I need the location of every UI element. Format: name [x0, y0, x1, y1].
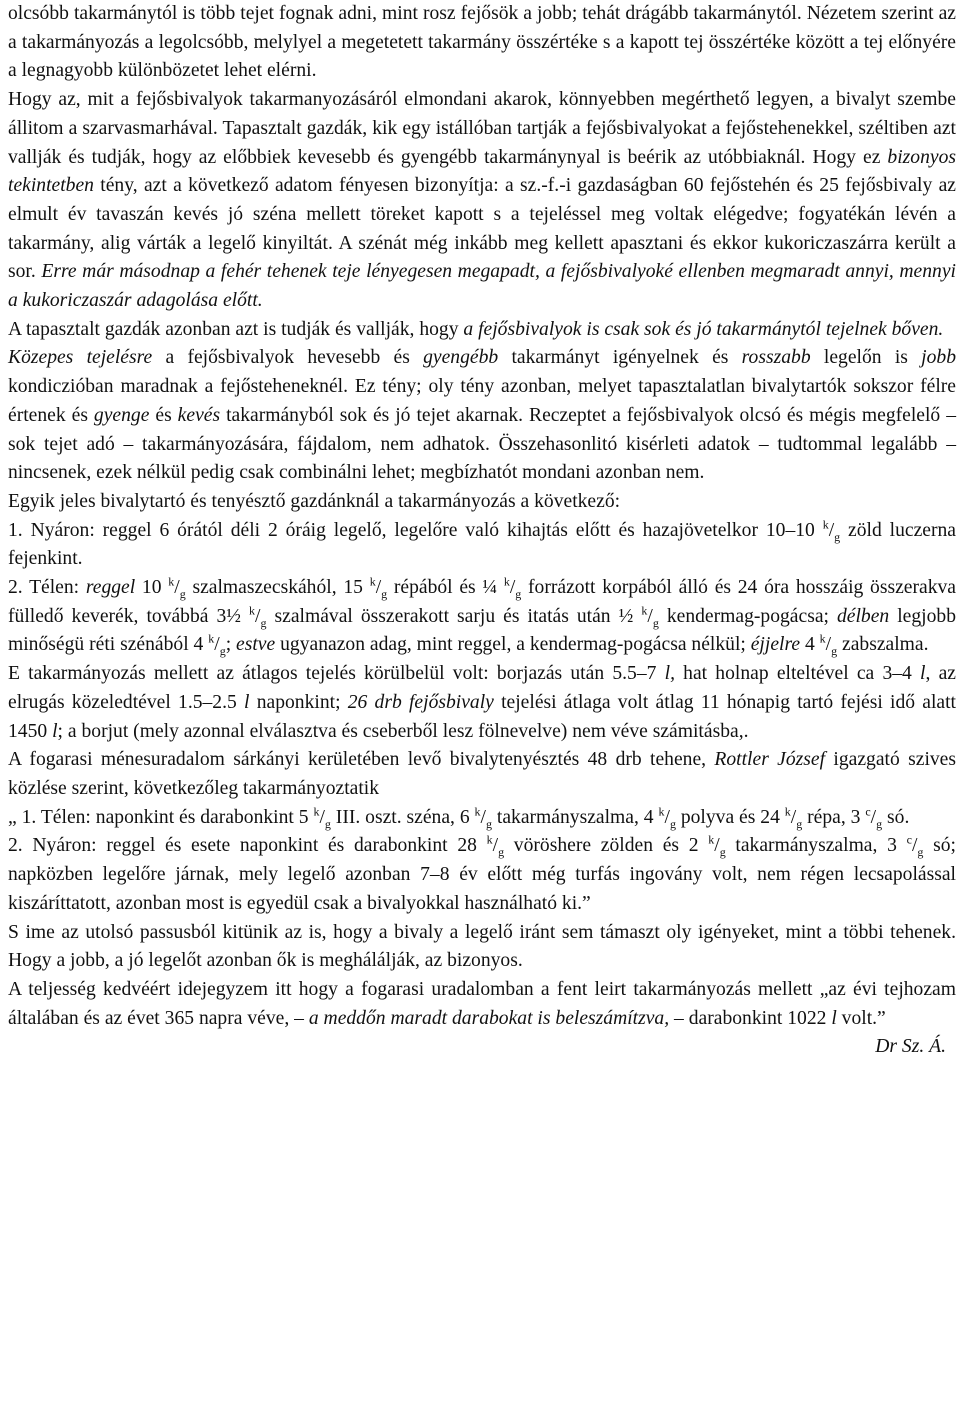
- text-run: 2. Nyáron: reggel és esete naponkint és darabonkint 28: [8, 835, 487, 857]
- unit-mark: g: [219, 644, 226, 659]
- italic-text: Közepes tejelésre: [8, 347, 153, 369]
- italic-text: rosszabb: [741, 347, 811, 369]
- text-run: kendermag-pogácsa;: [658, 605, 837, 627]
- text-run: forrázott korpából álló és 24 óra hosszáig összerakva fülledő keverék, továbbá 3½: [8, 577, 956, 627]
- text-run: polyva és 24: [675, 806, 785, 828]
- unit-mark: g: [652, 615, 659, 630]
- paragraph: [8, 517, 956, 574]
- italic-text: éjjelre: [750, 634, 801, 656]
- italic-text: kevés: [177, 404, 221, 426]
- unit-mark: g: [719, 845, 726, 860]
- text-run: ;: [225, 634, 237, 656]
- unit-mark: k: [249, 603, 256, 618]
- text-run: tejelési átlaga volt átlag 11 hónapig tartó fejési idő alatt 1450: [8, 691, 956, 742]
- text-run: volt.”: [836, 1007, 886, 1029]
- text-run: takarmányt igényelnek és: [498, 347, 742, 369]
- italic-text: gyengébb: [423, 347, 499, 369]
- text-run: A fogarasi ménesuradalom sárkányi kerületében levő bivalytenyésztés 48 drb tehene,: [8, 749, 715, 771]
- text-run: zöld luczerna fejenkint.: [8, 519, 956, 570]
- text-run: /: [492, 835, 499, 857]
- italic-text: a fejősbivalyok is csak sok és jó takarmánytól tejelnek bőven.: [463, 318, 944, 340]
- text-run: répa, 3: [802, 806, 866, 828]
- text-run: /: [664, 806, 670, 828]
- text-run: só; napközben legelőre járnak, mely legelő azonban 7–8 év előtt még turfás ingovány volt, nem régen lecsapolással kiszáríttatott, azonban most is egyedül csak a bivalyokkal használható ki.”: [8, 835, 957, 914]
- text-run: tény, azt a következő adatom fényesen bizonyítja: a sz.-f.-i gazdaságban 60 fejőstehén és 25 fejősbivaly az elmult év tavaszán kevés jó széna mellett töreket kapott s a tejeléssel meg voltak elégedve; fogyatékán lévén a takarmány, alig várták a legelő kinyiltát. A szénát még inkább meg kellett apasztani és ekkor kukoriczaszárra került a sor.: [8, 175, 956, 283]
- text-run: a fejősbivalyok hevesebb és: [152, 347, 424, 369]
- unit-mark: k: [822, 517, 829, 532]
- italic-text: 26 drb fejősbivaly: [347, 691, 494, 713]
- unit-mark: k: [168, 574, 175, 589]
- unit-mark: k: [474, 804, 481, 819]
- text-run: S ime az utolsó passusból kitünik az is, hogy a bivaly a legelő iránt sem támaszt oly igényeket, mint a többi tehenek. Hogy a jobb, a jó legelőt azonban ők is meghálálják, az bizonyos.: [8, 921, 956, 972]
- text-run: Hogy az, mit a fejősbivalyok takarmanyozásáról elmondani akarok, könnyebben megérthető legyen, a bivalyt szembe állitom a szarvasmarhával. Tapasztalt gazdák, kik egy istállóban tartják a fejősbivalyokat a fejőstehenekkel, széltiben azt vallják és tudják, hogy az előbbiek kevesebb és gyengébb takarmánynyal is beérik az utóbbiaknál. Hogy ez: [8, 89, 956, 168]
- text-run: /: [870, 806, 877, 828]
- text-run: zabszalma.: [837, 634, 929, 656]
- text-run: E takarmányozás mellett az átlagos tejelés körülbelül volt: borjazás után 5.5–7: [8, 663, 665, 685]
- text-run: kondiczióban maradnak a fejősteheneknél. Ez tény; oly tény azonban, melyet tapasztalatlan bivalytartók sokszor félre értenek és: [8, 376, 956, 426]
- unit-mark: g: [917, 845, 924, 860]
- italic-text: a meddőn maradt darabokat is beleszámítzva,: [308, 1007, 670, 1029]
- italic-text: l: [831, 1007, 837, 1029]
- text-run: 4: [800, 634, 820, 656]
- unit-mark: g: [179, 586, 186, 601]
- text-run: /: [174, 577, 180, 599]
- document-body: [8, 0, 956, 1033]
- unit-mark: k: [486, 832, 493, 847]
- text-run: A teljesség kedvéért idejegyzem itt hogy a fogarasi uradalomban a fent leirt takarmányozás mellett „az évi tejhozam általában és az évet 365 napra véve, –: [8, 978, 956, 1029]
- text-run: /: [255, 605, 261, 627]
- text-run: /: [480, 806, 486, 828]
- text-run: legelőn is: [810, 347, 922, 369]
- italic-text: gyenge: [93, 404, 150, 426]
- unit-mark: k: [208, 631, 215, 646]
- unit-mark: k: [819, 631, 826, 646]
- italic-text: Rottler József: [714, 749, 826, 771]
- text-run: szalmával összerakott sarju és itatás után ½: [266, 605, 642, 627]
- italic-text: bizonyos tekintetben: [8, 146, 956, 197]
- text-run: vöröshere zölden és 2: [504, 835, 709, 857]
- text-run: /: [509, 577, 516, 599]
- text-run: ugyanazon adag, mint reggel, a kendermag-pogácsa nélkül;: [275, 634, 751, 656]
- paragraph: [8, 919, 956, 976]
- unit-mark: k: [708, 832, 715, 847]
- text-run: hat holnap elteltével ca 3–4: [674, 663, 921, 685]
- unit-mark: g: [515, 586, 522, 601]
- paragraph: [8, 488, 956, 517]
- text-run: /: [647, 605, 653, 627]
- italic-text: reggel: [85, 577, 136, 599]
- unit-mark: c: [865, 804, 871, 819]
- text-run: A tapasztalt gazdák azonban azt is tudják és vallják, hogy: [8, 318, 464, 340]
- italic-text: Erre már másodnap a fehér tehenek teje lényegesen megapadt, a fejősbivalyoké ellenben megmaradt annyi, mennyi a kukoriczaszár adagolása előtt.: [8, 261, 956, 312]
- unit-mark: g: [834, 529, 841, 544]
- paragraph: [8, 660, 956, 746]
- italic-text: délben: [836, 605, 890, 627]
- text-run: igazgató szives közlése szerint, következőleg takarmányoztatik: [8, 749, 957, 799]
- unit-mark: g: [831, 644, 838, 659]
- text-run: /: [214, 634, 220, 656]
- text-run: és: [149, 404, 178, 426]
- text-run: legjobb minőségü réti szénából 4: [8, 605, 957, 656]
- unit-mark: g: [486, 816, 492, 831]
- text-run: 1. Nyáron: reggel 6 órától déli 2 óráig legelő, legelőre való kihajtás előtt és hazajövetelkor 10–10: [8, 519, 823, 541]
- text-run: takarmányszalma, 3: [725, 835, 907, 857]
- text-run: 10: [135, 577, 169, 599]
- unit-mark: g: [324, 816, 331, 831]
- text-run: ; a borjut (mely azonnal elválasztva és cseberből lesz fölnevelve) nem véve számitásba,.: [57, 720, 749, 742]
- text-run: 2. Télen:: [8, 577, 86, 599]
- unit-mark: g: [796, 816, 803, 831]
- italic-text: l,: [664, 663, 675, 685]
- text-run: /: [828, 519, 835, 541]
- text-run: só.: [882, 806, 910, 828]
- unit-mark: g: [260, 615, 267, 630]
- paragraph: [8, 804, 956, 833]
- italic-text: estve: [236, 634, 276, 656]
- unit-mark: k: [641, 603, 648, 618]
- italic-text: l: [52, 720, 58, 742]
- italic-text: jobb: [921, 347, 956, 369]
- text-run: „ 1. Télen: naponkint és darabonkint 5: [8, 806, 314, 828]
- unit-mark: c: [906, 832, 912, 847]
- text-run: /: [911, 835, 918, 857]
- unit-mark: g: [498, 845, 505, 860]
- paragraph: [8, 976, 956, 1033]
- paragraph: [8, 832, 956, 918]
- text-run: Egyik jeles bivalytartó és tenyésztő gazdánknál a takarmányozás a következő:: [8, 490, 621, 512]
- text-run: /: [714, 835, 720, 857]
- paragraph: [8, 0, 956, 86]
- text-run: , az elrugás közeledtével 1.5–2.5: [8, 663, 956, 713]
- author-signature: Dr Sz. Á.: [875, 1036, 946, 1058]
- document-page: [8, 0, 956, 1062]
- paragraph: [8, 86, 956, 316]
- text-run: /: [319, 806, 325, 828]
- unit-mark: g: [876, 816, 883, 831]
- text-run: /: [790, 806, 797, 828]
- text-run: /: [825, 634, 832, 656]
- unit-mark: g: [669, 816, 676, 831]
- text-run: olcsóbb takarmánytól is több tejet fognak adni, mint rosz fejősök a jobb; tehát drágább takarmánytól. Nézetem szerint az a takarmányozás a legolcsóbb, melylyel a megetetett takarmány összértéke s a kapott tej összértéke között a tej előnyére a legnagyobb különbözetet lehet elérni.: [8, 3, 956, 82]
- italic-text: l: [920, 663, 926, 685]
- unit-mark: k: [369, 574, 376, 589]
- text-run: III. oszt. széna, 6: [330, 806, 475, 828]
- text-run: takarmányból sok és jó tejet akarnak. Reczeptet a fejősbivalyok olcsó és mégis megfelelő – sok tejet adó – takarmányozására, fájdalom, nem adhatok. Összehasonlitó kisérleti adatok – tudtommal legalább – nincsenek, ezek nélkül pedig csak combinálni lehet; megbízhatót mondani azonban nem.: [8, 404, 956, 484]
- unit-mark: k: [313, 804, 320, 819]
- text-run: /: [375, 577, 382, 599]
- unit-mark: g: [381, 586, 388, 601]
- unit-mark: k: [658, 804, 665, 819]
- text-run: naponkint;: [249, 691, 348, 713]
- text-run: répából és ¼: [387, 577, 504, 599]
- text-run: – darabonkint 1022: [669, 1007, 832, 1029]
- text-run: takarmányszalma, 4: [492, 806, 659, 828]
- paragraph: [8, 574, 956, 660]
- paragraph: [8, 746, 956, 803]
- unit-mark: k: [503, 574, 510, 589]
- text-run: szalmaszecskáhól, 15: [185, 577, 370, 599]
- italic-text: l: [244, 691, 250, 713]
- unit-mark: k: [784, 804, 791, 819]
- paragraph: [8, 344, 956, 488]
- paragraph: [8, 316, 956, 345]
